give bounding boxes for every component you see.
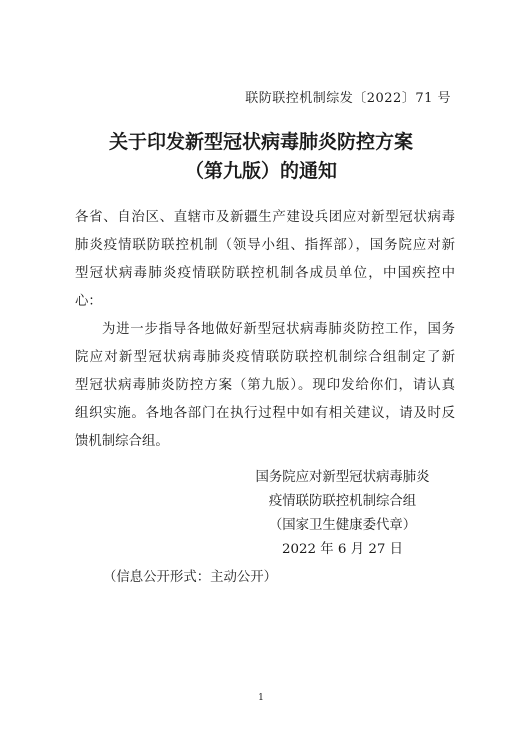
body-line-3: 型冠状病毒肺炎防控方案（第九版）。现印发给你们，请认真 [75,378,455,393]
page-number: 1 [258,693,264,703]
signature-seal-note: （国家卫生健康委代章） [268,518,417,533]
title-line-2: （第九版）的通知 [184,160,337,182]
signature-date: 2022 年 6 月 27 日 [281,542,404,557]
title-line-1: 关于印发新型冠状病毒肺炎防控方案 [108,131,413,153]
addressee-line-3: 型冠状病毒肺炎疫情联防联控机制各成员单位，中国疾控中 [75,266,455,281]
document-title [0,128,522,186]
body-line-4: 组织实施。各地各部门在执行过程中如有相关建议，请及时反 [75,406,455,421]
body-line-1: 为进一步指导各地做好新型冠状病毒肺炎防控工作，国务 [102,322,455,337]
disclosure-note: （信息公开形式：主动公开） [103,570,278,585]
body-line-5: 馈机制综合组。 [75,434,169,449]
document-body [75,204,455,456]
addressee-line-1: 各省、自治区、直辖市及新疆生产建设兵团应对新型冠状病毒 [75,210,455,225]
addressee-line-4: 心： [75,294,102,309]
addressee-line-2: 肺炎疫情联防联控机制（领导小组、指挥部），国务院应对新 [75,238,455,253]
signature-block [235,466,450,562]
signature-org-line-1: 国务院应对新型冠状病毒肺炎 [255,470,430,485]
document-number: 联防联控机制综发〔2022〕71 号 [245,91,451,106]
body-line-2: 院应对新型冠状病毒肺炎疫情联防联控机制综合组制定了新 [75,350,455,365]
signature-org-line-2: 疫情联防联控机制综合组 [268,494,417,509]
